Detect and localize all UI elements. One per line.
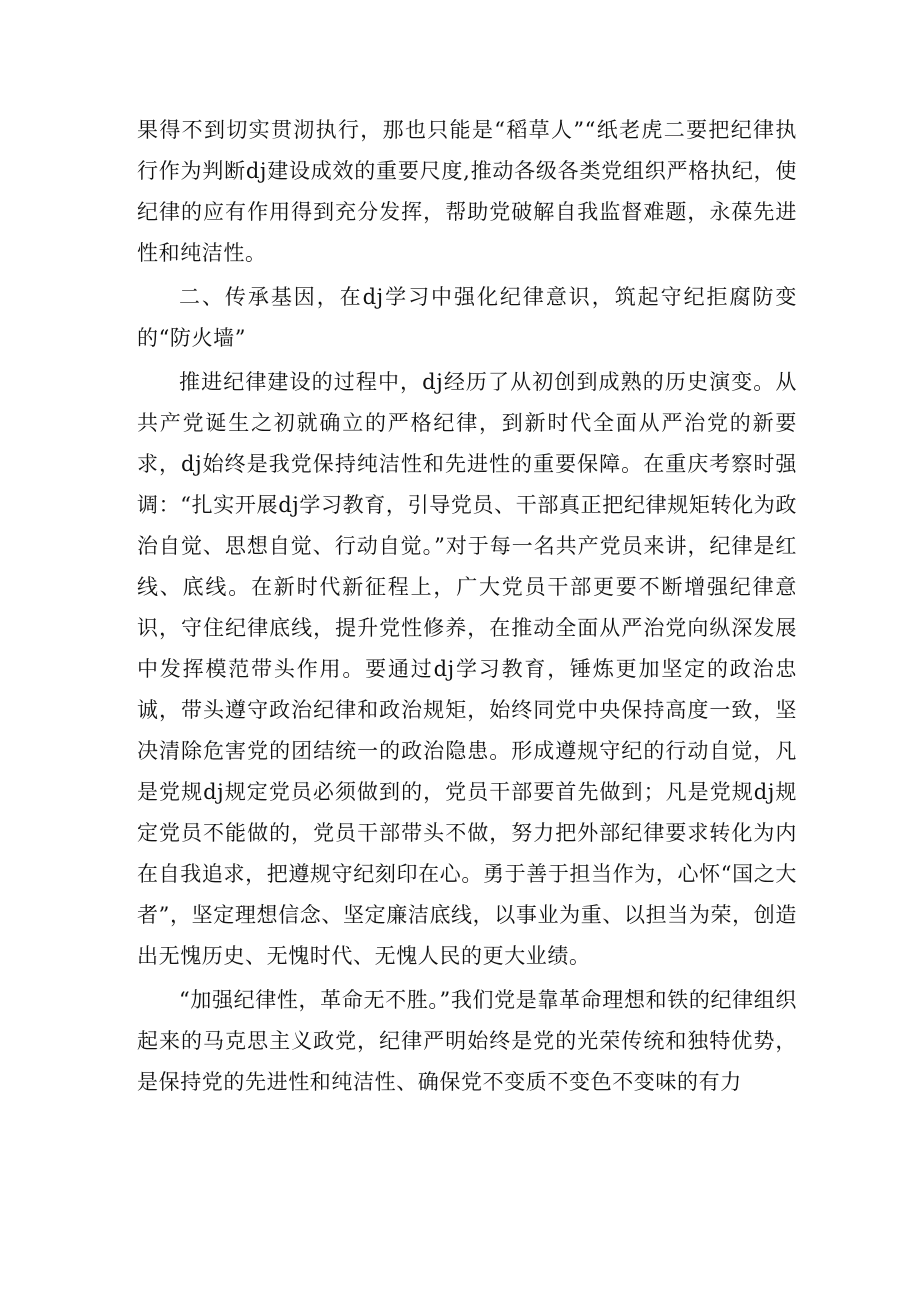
paragraph: “加强纪律性，革命无不胜。”我们党是靠革命理想和铁的纪律组织起来的马克思主义政党，纪律严明始终是党的光荣传统和独特优势，是保持党的先进性和纯洁性、确保党不变质不变色不变味的有力 [137, 988, 797, 1094]
document-body [137, 110, 797, 1106]
paragraph-continuation: 果得不到切实贯沏执行，那也只能是“稻草人”“纸老虎二要把纪律执行作为判断dj建设成效的重要尺度,推动各级各类党组织严格执纪，使纪律的应有作用得到充分发挥，帮助党破解自我监督难题，永葆先进性和纯洁性。 [137, 118, 797, 265]
paragraph: 推进纪律建设的过程中，dj经历了从初创到成熟的历史演变。从共产党诞生之初就确立的严格纪律，到新时代全面从严治党的新要求，dj始终是我党保持纯洁性和先进性的重要保障。在重庆考察时强调：“扎实开展dj学习教育，引导党员、干部真正把纪律规矩转化为政治自觉、思想自觉、行动自觉。”对于每一名共产党员来讲，纪律是红线、底线。在新时代新征程上，广大党员干部更要不断增强纪律意识，守住纪律底线，提升党性修养，在推动全面从严治党向纵深发展中发挥模范带头作用。要通过dj学习教育，锤炼更加坚定的政治忠诚，带头遵守政治纪律和政治规矩，始终同党中央保持高度一致，坚决清除危害党的团结统一的政治隐患。形成遵规守纪的行动自觉，凡是党规dj规定党员必须做到的，党员干部要首先做到；凡是党规dj规定党员不能做的，党员干部带头不做，努力把外部纪律要求转化为内在自我追求，把遵规守纪刻印在心。勇于善于担当作为，心怀“国之大者”，坚定理想信念、坚定廉洁底线，以事业为重、以担当为荣，创造出无愧历史、无愧时代、无愧人民的更大业绩。 [137, 370, 797, 968]
section-heading: 二、传承基因，在dj学习中强化纪律意识，筑起守纪拒腐防变的“防火墙” [137, 285, 797, 350]
